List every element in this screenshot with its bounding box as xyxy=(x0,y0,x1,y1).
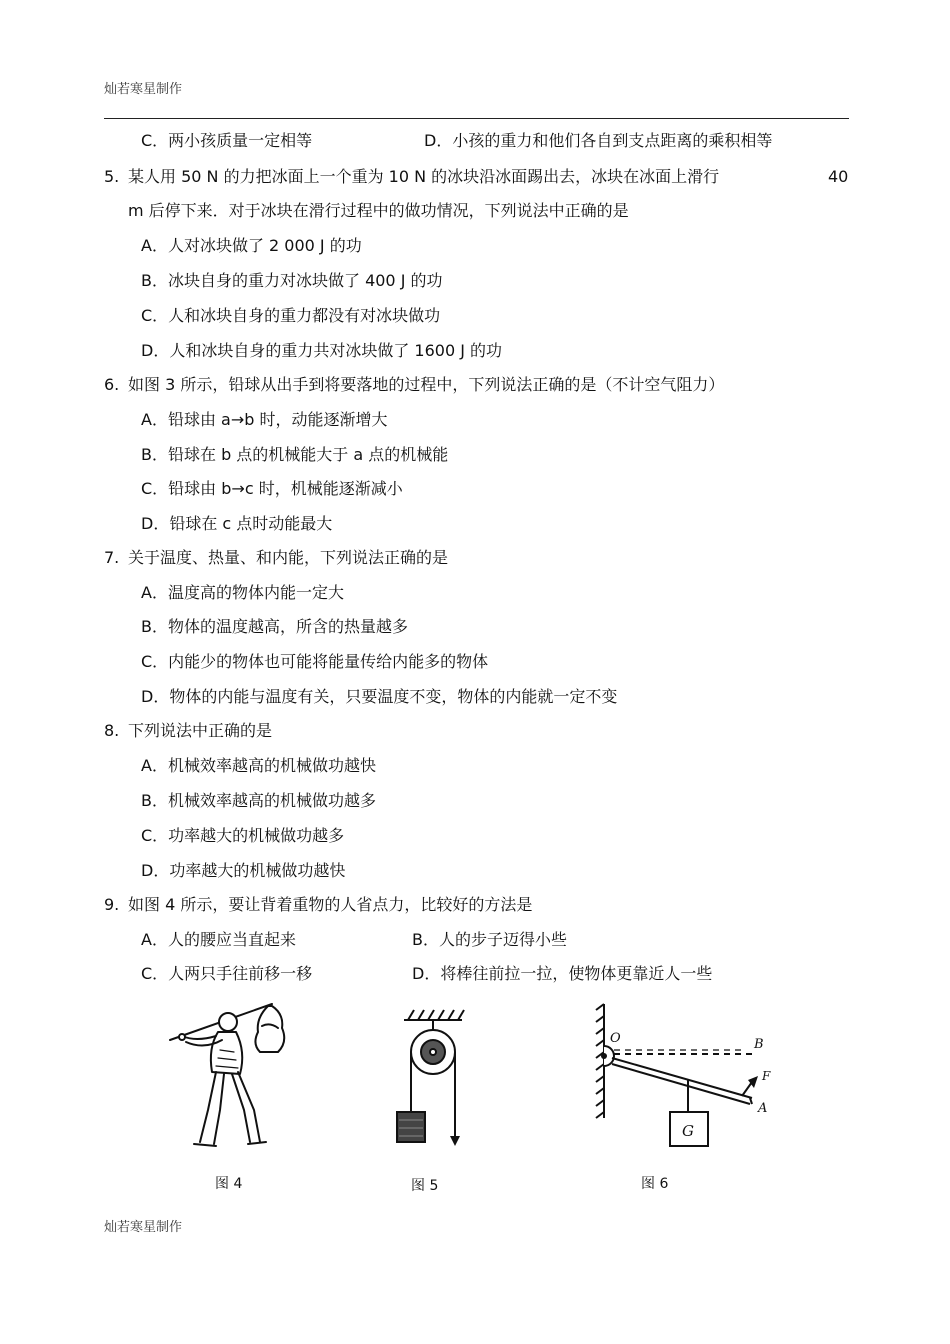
page-header: 灿若寒星制作 xyxy=(104,82,183,97)
figure-6-label-g: G xyxy=(682,1122,694,1140)
q5-stem-line1-tail: 40 xyxy=(828,167,849,186)
q5-stem-line1: 某人用 50 N 的力把冰面上一个重为 10 N 的冰块沿冰面踢出去，冰块在冰面上滑行 xyxy=(128,167,720,186)
q4-option-d: D．小孩的重力和他们各自到支点距离的乘积相等 xyxy=(424,131,773,150)
q6-stem: 如图 3 所示，铅球从出手到将要落地的过程中，下列说法正确的是（不计空气阻力） xyxy=(128,375,725,394)
figure-5-fixed-pulley xyxy=(378,1000,478,1152)
page-footer: 灿若寒星制作 xyxy=(104,1220,183,1235)
q6-option-a: A．铅球由 a→b 时，动能逐渐增大 xyxy=(141,410,388,429)
figure-6-label-f: F xyxy=(762,1069,771,1083)
q9-option-c: C．人两只手往前移一移 xyxy=(141,964,313,983)
q8-option-d: D．功率越大的机械做功越快 xyxy=(141,861,346,880)
figure-6-label-a: A xyxy=(758,1101,768,1116)
q7-option-b: B．物体的温度越高，所含的热量越多 xyxy=(141,617,408,636)
q9-option-a: A．人的腰应当直起来 xyxy=(141,930,296,949)
q6-number: 6. xyxy=(104,375,120,394)
header-rule xyxy=(104,118,849,119)
figure-6-label-b: B xyxy=(754,1037,764,1052)
q4-option-c: C．两小孩质量一定相等 xyxy=(141,131,313,150)
q9-option-d: D．将棒往前拉一拉，使物体更靠近人一些 xyxy=(412,964,713,983)
figure-4-person-carrying-load xyxy=(160,992,300,1160)
q9-number: 9. xyxy=(104,895,120,914)
q5-option-d: D．人和冰块自身的重力共对冰块做了 1600 J 的功 xyxy=(141,341,503,360)
figure-6-label-o: O xyxy=(610,1031,621,1046)
q7-number: 7. xyxy=(104,548,120,567)
q8-number: 8. xyxy=(104,721,120,740)
q7-option-c: C．内能少的物体也可能将能量传给内能多的物体 xyxy=(141,652,489,671)
q5-option-a: A．人对冰块做了 2 000 J 的功 xyxy=(141,236,362,255)
q5-stem-line2: m 后停下来．对于冰块在滑行过程中的做功情况，下列说法中正确的是 xyxy=(128,201,629,220)
q5-number: 5. xyxy=(104,167,120,186)
q7-option-d: D．物体的内能与温度有关，只要温度不变，物体的内能就一定不变 xyxy=(141,687,618,706)
figure-6-lever-on-wall xyxy=(592,1000,782,1152)
q5-option-b: B．冰块自身的重力对冰块做了 400 J 的功 xyxy=(141,271,443,290)
figure-6-caption: 图 6 xyxy=(641,1176,669,1192)
q8-option-c: C．功率越大的机械做功越多 xyxy=(141,826,345,845)
q8-option-b: B．机械效率越高的机械做功越多 xyxy=(141,791,376,810)
q6-option-c: C．铅球由 b→c 时，机械能逐渐减小 xyxy=(141,479,403,498)
q9-option-b: B．人的步子迈得小些 xyxy=(412,930,567,949)
q7-stem: 关于温度、热量、和内能，下列说法正确的是 xyxy=(128,548,449,567)
q6-option-d: D．铅球在 c 点时动能最大 xyxy=(141,514,333,533)
q8-stem: 下列说法中正确的是 xyxy=(128,721,273,740)
figure-5-caption: 图 5 xyxy=(411,1178,439,1194)
q6-option-b: B．铅球在 b 点的机械能大于 a 点的机械能 xyxy=(141,445,449,464)
q7-option-a: A．温度高的物体内能一定大 xyxy=(141,583,344,602)
figure-4-caption: 图 4 xyxy=(215,1176,243,1192)
q5-option-c: C．人和冰块自身的重力都没有对冰块做功 xyxy=(141,306,441,325)
q9-stem: 如图 4 所示，要让背着重物的人省点力，比较好的方法是 xyxy=(128,895,533,914)
q8-option-a: A．机械效率越高的机械做功越快 xyxy=(141,756,376,775)
